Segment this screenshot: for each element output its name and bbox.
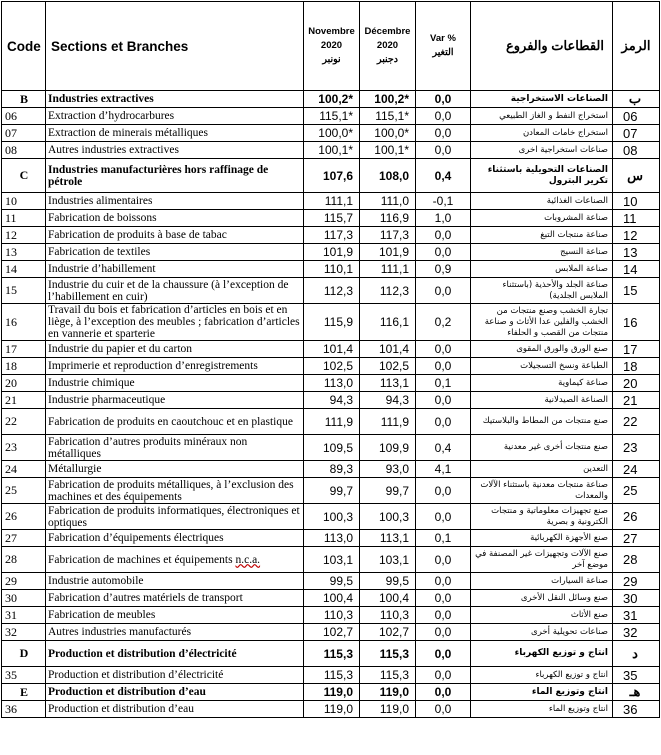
row-variation-value: 0,0 <box>416 641 471 667</box>
row-section: Fabrication d’autres produits minéraux non métalliques <box>46 435 304 461</box>
row-november-value: 113,0 <box>304 530 360 547</box>
header-row <box>2 2 660 91</box>
header-november-year: 2020 <box>320 40 343 51</box>
row-section: Industrie d’habillement <box>46 261 304 278</box>
row-code-ar: 11 <box>613 210 660 227</box>
table-row <box>2 607 660 624</box>
row-section: Industrie chimique <box>46 375 304 392</box>
row-section-ar: صنع الأثاث <box>471 607 613 624</box>
table-row <box>2 91 660 108</box>
row-december-value: 102,7 <box>360 624 416 641</box>
row-code-ar: 15 <box>613 278 660 304</box>
row-variation-value: 0,4 <box>416 159 471 193</box>
row-section: Industrie du cuir et de la chaussure (à l’exception de l’habillement en cuir) <box>46 278 304 304</box>
row-section-ar: صناعات تحويلية أخرى <box>471 624 613 641</box>
row-variation-value: 0,0 <box>416 547 471 573</box>
row-november-value: 100,3 <box>304 504 360 530</box>
row-code: 15 <box>2 278 46 304</box>
table-row <box>2 667 660 684</box>
row-section-ar: صناعة الجلد والأحذية (باستثناء الملابس الجلدية) <box>471 278 613 304</box>
row-section: Industrie pharmaceutique <box>46 392 304 409</box>
row-november-value: 110,3 <box>304 607 360 624</box>
table-row <box>2 701 660 718</box>
table-row <box>2 227 660 244</box>
row-code: 25 <box>2 478 46 504</box>
row-code: 35 <box>2 667 46 684</box>
row-section-ar: صناعة كيماوية <box>471 375 613 392</box>
row-variation-value: 0,0 <box>416 125 471 142</box>
row-december-value: 111,0 <box>360 193 416 210</box>
row-december-value: 108,0 <box>360 159 416 193</box>
row-section-ar: صنع الآلات وتجهيزات غير المصنفة في موضع آخر <box>471 547 613 573</box>
table-row <box>2 210 660 227</box>
row-section: Production et distribution d’électricité <box>46 641 304 667</box>
row-code: 12 <box>2 227 46 244</box>
row-section: Fabrication de produits en caoutchouc et en plastique <box>46 409 304 435</box>
table-row <box>2 341 660 358</box>
table-row <box>2 624 660 641</box>
row-december-value: 101,9 <box>360 244 416 261</box>
row-variation-value: 0,9 <box>416 261 471 278</box>
row-variation-value: 0,0 <box>416 701 471 718</box>
header-code: Code <box>2 2 46 91</box>
row-variation-value: 0,0 <box>416 607 471 624</box>
row-code-ar: هـ <box>613 684 660 701</box>
row-section: Production et distribution d’eau <box>46 684 304 701</box>
row-code: 31 <box>2 607 46 624</box>
row-code: 16 <box>2 304 46 341</box>
header-var-label: Var % <box>430 33 456 44</box>
row-november-value: 112,3 <box>304 278 360 304</box>
row-november-value: 94,3 <box>304 392 360 409</box>
row-section: Industries manufacturières hors raffinage de pétrole <box>46 159 304 193</box>
row-section: Fabrication de produits à base de tabac <box>46 227 304 244</box>
row-section-ar: صناعة النسيج <box>471 244 613 261</box>
table-row <box>2 304 660 341</box>
row-variation-value: 0,2 <box>416 304 471 341</box>
row-variation-value: 0,0 <box>416 278 471 304</box>
header-sections-ar: القطاعات والفروع <box>471 2 613 91</box>
table-row <box>2 261 660 278</box>
header-december <box>360 2 416 91</box>
row-variation-value: 0,0 <box>416 244 471 261</box>
header-november <box>304 2 360 91</box>
row-december-value: 110,3 <box>360 607 416 624</box>
row-code: 29 <box>2 573 46 590</box>
row-november-value: 89,3 <box>304 461 360 478</box>
row-code-ar: 07 <box>613 125 660 142</box>
row-section: Extraction d’hydrocarbures <box>46 108 304 125</box>
row-november-value: 111,9 <box>304 409 360 435</box>
row-november-value: 100,1* <box>304 142 360 159</box>
row-section: Fabrication de produits informatiques, électroniques et optiques <box>46 504 304 530</box>
row-variation-value: 4,1 <box>416 461 471 478</box>
row-section: Industries alimentaires <box>46 193 304 210</box>
row-code-ar: 24 <box>613 461 660 478</box>
row-code-ar: 17 <box>613 341 660 358</box>
row-december-value: 115,3 <box>360 667 416 684</box>
row-december-value: 100,2* <box>360 91 416 108</box>
row-november-value: 101,9 <box>304 244 360 261</box>
row-december-value: 100,1* <box>360 142 416 159</box>
row-code: C <box>2 159 46 193</box>
table-row <box>2 278 660 304</box>
row-december-value: 94,3 <box>360 392 416 409</box>
row-variation-value: 1,0 <box>416 210 471 227</box>
row-code-ar: 30 <box>613 590 660 607</box>
row-november-value: 102,5 <box>304 358 360 375</box>
row-december-value: 109,9 <box>360 435 416 461</box>
row-variation-value: 0,0 <box>416 504 471 530</box>
header-december-label: Décembre <box>364 26 411 37</box>
row-section-ar: الصناعات الغذائية <box>471 193 613 210</box>
table-row <box>2 590 660 607</box>
row-november-value: 113,0 <box>304 375 360 392</box>
row-section-ar: انتاج وتوزيع الماء <box>471 684 613 701</box>
row-section: Métallurgie <box>46 461 304 478</box>
row-section-ar: تجارة الخشب وصنع منتجات من الخشب والفلين عدا الأثاث و صناعة منتجات من القصب و الحلفاء <box>471 304 613 341</box>
row-code: 26 <box>2 504 46 530</box>
spellcheck-mark: n.c.a. <box>235 553 261 566</box>
row-variation-value: 0,0 <box>416 341 471 358</box>
table-row <box>2 547 660 573</box>
row-december-value: 100,3 <box>360 504 416 530</box>
row-november-value: 109,5 <box>304 435 360 461</box>
row-variation-value: 0,4 <box>416 435 471 461</box>
row-november-value: 115,7 <box>304 210 360 227</box>
row-code-ar: 36 <box>613 701 660 718</box>
row-december-value: 119,0 <box>360 684 416 701</box>
row-variation-value: 0,0 <box>416 91 471 108</box>
row-code: 08 <box>2 142 46 159</box>
row-section-ar: انتاج و توزيع الكهرباء <box>471 667 613 684</box>
row-november-value: 100,4 <box>304 590 360 607</box>
row-code-ar: 28 <box>613 547 660 573</box>
row-code: 14 <box>2 261 46 278</box>
row-variation-value: 0,0 <box>416 478 471 504</box>
row-section-ar: الصناعة الصيدلانية <box>471 392 613 409</box>
row-november-value: 115,1* <box>304 108 360 125</box>
table-row <box>2 530 660 547</box>
table-row <box>2 504 660 530</box>
row-december-value: 111,1 <box>360 261 416 278</box>
row-november-value: 119,0 <box>304 701 360 718</box>
row-section-ar: انتاج وتوزيع الماء <box>471 701 613 718</box>
row-section-ar: صنع الأجهزة الكهربائية <box>471 530 613 547</box>
row-code-ar: 22 <box>613 409 660 435</box>
row-variation-value: 0,1 <box>416 530 471 547</box>
row-section: Autres industries extractives <box>46 142 304 159</box>
row-section: Imprimerie et reproduction d’enregistrements <box>46 358 304 375</box>
row-code: 21 <box>2 392 46 409</box>
row-code: 07 <box>2 125 46 142</box>
table-row <box>2 193 660 210</box>
row-section-ar: صناعة منتجات التبغ <box>471 227 613 244</box>
row-variation-value: 0,0 <box>416 108 471 125</box>
row-section: Fabrication de boissons <box>46 210 304 227</box>
row-code-ar: 16 <box>613 304 660 341</box>
row-section-ar: الطباعة ونسخ التسجيلات <box>471 358 613 375</box>
row-section-ar: صناعات استخراجية اخرى <box>471 142 613 159</box>
production-index-table <box>1 1 660 718</box>
row-code: D <box>2 641 46 667</box>
row-november-value: 100,0* <box>304 125 360 142</box>
row-variation-value: 0,0 <box>416 624 471 641</box>
row-section: Travail du bois et fabrication d’articles en bois et en liège, à l’exception des meubles ; fabrication d’articles en vannerie et sparterie <box>46 304 304 341</box>
table-body <box>2 91 660 718</box>
row-november-value: 107,6 <box>304 159 360 193</box>
row-code-ar: 18 <box>613 358 660 375</box>
row-december-value: 99,5 <box>360 573 416 590</box>
row-section: Fabrication de textiles <box>46 244 304 261</box>
row-code-ar: س <box>613 159 660 193</box>
row-code: E <box>2 684 46 701</box>
row-november-value: 110,1 <box>304 261 360 278</box>
row-variation-value: 0,0 <box>416 227 471 244</box>
row-november-value: 117,3 <box>304 227 360 244</box>
row-section: Fabrication de machines et équipements n.c.a. <box>46 547 304 573</box>
row-variation-value: 0,0 <box>416 667 471 684</box>
row-november-value: 111,1 <box>304 193 360 210</box>
row-code-ar: 26 <box>613 504 660 530</box>
row-section: Industrie automobile <box>46 573 304 590</box>
table-row <box>2 461 660 478</box>
row-code: 22 <box>2 409 46 435</box>
table-row <box>2 409 660 435</box>
row-section-ar: صنع الورق والورق المقوى <box>471 341 613 358</box>
table-row <box>2 375 660 392</box>
row-variation-value: 0,0 <box>416 142 471 159</box>
row-section-ar: صنع وسائل النقل الأخرى <box>471 590 613 607</box>
row-section-ar: الصناعات التحويلية باستثناء تكرير البترول <box>471 159 613 193</box>
row-code-ar: 13 <box>613 244 660 261</box>
row-december-value: 103,1 <box>360 547 416 573</box>
table-row <box>2 108 660 125</box>
row-section-ar: صناعة الملابس <box>471 261 613 278</box>
row-section-ar: صناعة المشروبات <box>471 210 613 227</box>
row-section-ar: انتاج و توزيع الكهرباء <box>471 641 613 667</box>
row-code-ar: 12 <box>613 227 660 244</box>
row-section: Fabrication de meubles <box>46 607 304 624</box>
row-code-ar: د <box>613 641 660 667</box>
row-code-ar: 25 <box>613 478 660 504</box>
row-november-value: 115,3 <box>304 667 360 684</box>
row-code: 36 <box>2 701 46 718</box>
table-row <box>2 573 660 590</box>
row-code-ar: 14 <box>613 261 660 278</box>
table-row <box>2 244 660 261</box>
row-code-ar: 10 <box>613 193 660 210</box>
row-december-value: 115,1* <box>360 108 416 125</box>
row-november-value: 103,1 <box>304 547 360 573</box>
header-sections: Sections et Branches <box>46 2 304 91</box>
row-section-ar: التعدين <box>471 461 613 478</box>
table-row <box>2 142 660 159</box>
row-november-value: 99,7 <box>304 478 360 504</box>
table-row <box>2 641 660 667</box>
row-code: 28 <box>2 547 46 573</box>
row-december-value: 111,9 <box>360 409 416 435</box>
row-code-ar: 20 <box>613 375 660 392</box>
row-code-ar: 23 <box>613 435 660 461</box>
row-variation-value: 0,0 <box>416 392 471 409</box>
row-code-ar: ب <box>613 91 660 108</box>
row-section: Extraction de minerais métalliques <box>46 125 304 142</box>
row-code: 23 <box>2 435 46 461</box>
row-section-ar: الصناعات الاستخراجية <box>471 91 613 108</box>
row-code: 32 <box>2 624 46 641</box>
row-code-ar: 08 <box>613 142 660 159</box>
row-december-value: 113,1 <box>360 530 416 547</box>
row-code: 20 <box>2 375 46 392</box>
header-november-label: Novembre <box>308 26 355 37</box>
header-code-ar: الرمز <box>613 2 660 91</box>
row-variation-value: 0,0 <box>416 684 471 701</box>
header-november-ar: نونبر <box>322 54 341 65</box>
row-december-value: 116,1 <box>360 304 416 341</box>
row-december-value: 100,0* <box>360 125 416 142</box>
row-code: 06 <box>2 108 46 125</box>
row-code: 18 <box>2 358 46 375</box>
row-december-value: 117,3 <box>360 227 416 244</box>
table-row <box>2 478 660 504</box>
header-december-ar: دجنبر <box>376 54 399 65</box>
row-variation-value: 0,0 <box>416 358 471 375</box>
row-december-value: 101,4 <box>360 341 416 358</box>
row-section: Production et distribution d’eau <box>46 701 304 718</box>
row-november-value: 102,7 <box>304 624 360 641</box>
row-variation-value: 0,1 <box>416 375 471 392</box>
row-variation-value: -0,1 <box>416 193 471 210</box>
row-december-value: 102,5 <box>360 358 416 375</box>
row-code: 30 <box>2 590 46 607</box>
header-var-ar: التغير <box>432 47 454 58</box>
row-section-ar: صناعة منتجات معدنية باستثناء الآلات والمعدات <box>471 478 613 504</box>
row-november-value: 100,2* <box>304 91 360 108</box>
row-section: Autres industries manufacturés <box>46 624 304 641</box>
row-code-ar: 29 <box>613 573 660 590</box>
row-code: 24 <box>2 461 46 478</box>
row-code: 27 <box>2 530 46 547</box>
row-code-ar: 21 <box>613 392 660 409</box>
row-section: Fabrication de produits métalliques, à l’exclusion des machines et des équipements <box>46 478 304 504</box>
row-december-value: 99,7 <box>360 478 416 504</box>
row-code-ar: 27 <box>613 530 660 547</box>
row-december-value: 115,3 <box>360 641 416 667</box>
row-december-value: 100,4 <box>360 590 416 607</box>
row-november-value: 101,4 <box>304 341 360 358</box>
row-code: 13 <box>2 244 46 261</box>
row-section-ar: استخراج خامات المعادن <box>471 125 613 142</box>
row-section: Industries extractives <box>46 91 304 108</box>
row-code-ar: 31 <box>613 607 660 624</box>
row-section: Industrie du papier et du carton <box>46 341 304 358</box>
table-row <box>2 684 660 701</box>
header-december-year: 2020 <box>376 40 399 51</box>
row-december-value: 93,0 <box>360 461 416 478</box>
row-section: Production et distribution d’électricité <box>46 667 304 684</box>
row-code-ar: 35 <box>613 667 660 684</box>
row-variation-value: 0,0 <box>416 409 471 435</box>
row-variation-value: 0,0 <box>416 590 471 607</box>
row-code: B <box>2 91 46 108</box>
row-december-value: 119,0 <box>360 701 416 718</box>
row-november-value: 115,9 <box>304 304 360 341</box>
row-section-ar: استخراج النفط و الغاز الطبيعي <box>471 108 613 125</box>
table-row <box>2 358 660 375</box>
row-code-ar: 32 <box>613 624 660 641</box>
row-section-ar: صناعة السيارات <box>471 573 613 590</box>
header-variation <box>416 2 471 91</box>
row-code-ar: 06 <box>613 108 660 125</box>
table-row <box>2 392 660 409</box>
row-code: 10 <box>2 193 46 210</box>
row-code: 17 <box>2 341 46 358</box>
row-november-value: 119,0 <box>304 684 360 701</box>
row-section-ar: صنع تجهيزات معلوماتية و منتجات الكترونية و بصرية <box>471 504 613 530</box>
row-december-value: 116,9 <box>360 210 416 227</box>
row-code: 11 <box>2 210 46 227</box>
row-november-value: 99,5 <box>304 573 360 590</box>
row-december-value: 113,1 <box>360 375 416 392</box>
table-row <box>2 159 660 193</box>
row-section-ar: صنع منتجات من المطاط والبلاستيك <box>471 409 613 435</box>
row-section: Fabrication d’autres matériels de transport <box>46 590 304 607</box>
table-row <box>2 435 660 461</box>
row-november-value: 115,3 <box>304 641 360 667</box>
row-variation-value: 0,0 <box>416 573 471 590</box>
row-section-ar: صنع منتجات أخرى غير معدنية <box>471 435 613 461</box>
row-section: Fabrication d’équipements électriques <box>46 530 304 547</box>
table-row <box>2 125 660 142</box>
row-december-value: 112,3 <box>360 278 416 304</box>
